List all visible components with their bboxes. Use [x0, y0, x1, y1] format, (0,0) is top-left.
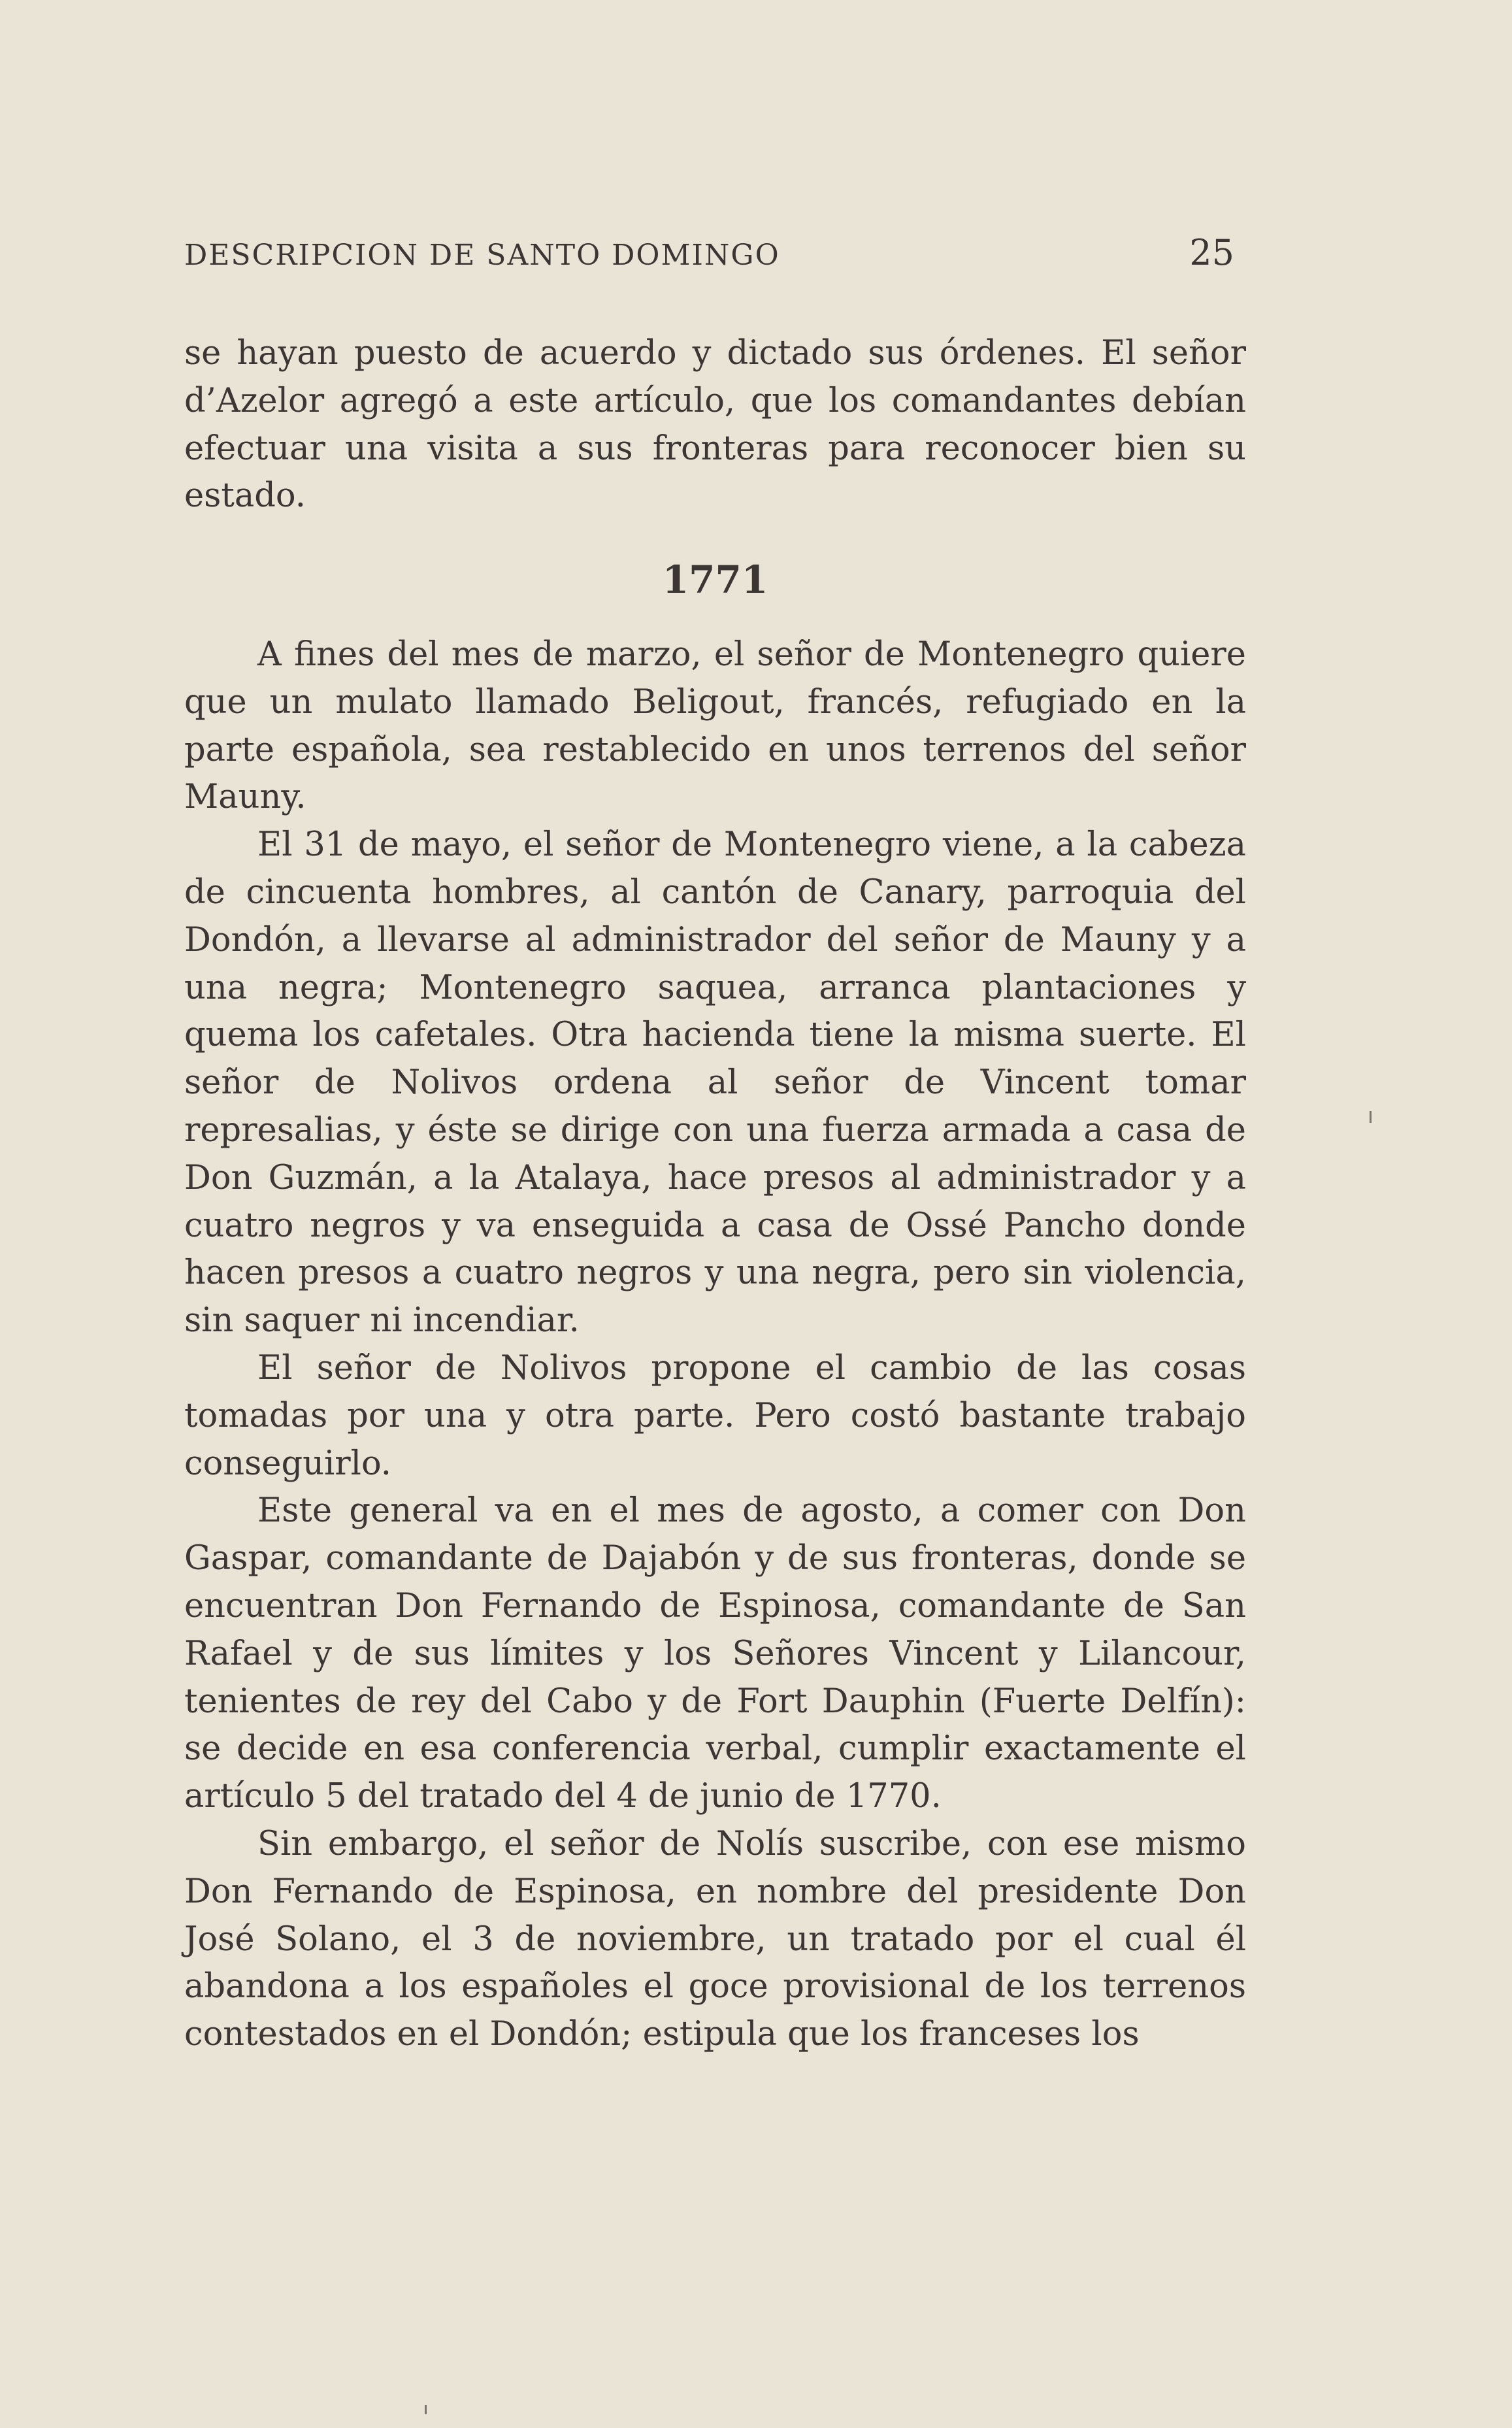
running-title: DESCRIPCION DE SANTO DOMINGO	[184, 239, 780, 272]
paragraph-1: se hayan puesto de acuerdo y dictado sus órdenes. El señor d’Azelor agregó a este artículo, que los comandantes debían efectuar una visita a sus fronteras para reconocer bien su estado.	[184, 334, 1246, 516]
paragraph-4: El señor de Nolivos propone el cambio de las cosas tomadas por una y otra parte. Pero costó bastante trabajo conseguirlo.	[184, 1348, 1246, 1483]
paragraph-2: A fines del mes de marzo, el señor de Montenegro quiere que un mulato llamado Beligout, francés, refugiado en la parte española, sea restablecido en unos terrenos del señor Mauny.	[184, 635, 1246, 817]
paragraph-5: Este general va en el mes de agosto, a comer con Don Gaspar, comandante de Dajabón y de sus fronteras, donde se encuentran Don Fernando de Espinosa, comandante de San Rafael y de sus límites y los Señores Vincent y Lilancour, tenientes de rey del Cabo y de Fort Dauphin (Fuerte Delfín): se decide en esa conferencia verbal, cumplir exactamente el artículo 5 del tratado del 4 de junio de 1770.	[184, 1491, 1246, 1816]
body-text	[184, 330, 1246, 2059]
paragraph-3: El 31 de mayo, el señor de Montenegro viene, a la cabeza de cincuenta hombres, al cantón de Canary, parroquia del Dondón, a llevarse al administrador del señor de Mauny y a una negra; Montenegro saquea, arranca plantaciones y quema los cafetales. Otra hacienda tiene la misma suerte. El señor de Nolivos ordena al señor de Vincent tomar represalias, y éste se dirige con una fuerza armada a casa de Don Guzmán, a la Atalaya, hace presos al administrador y a cuatro negros y va enseguida a casa de Ossé Pancho donde hacen presos a cuatro negros y una negra, pero sin violencia, sin saquer ni incendiar.	[184, 825, 1246, 1340]
page-number: 25	[1189, 232, 1234, 273]
page-header	[184, 232, 1234, 278]
margin-speck	[1370, 1111, 1372, 1123]
bottom-speck	[425, 2405, 427, 2414]
year-heading: 1771	[662, 557, 768, 603]
paragraph-6: Sin embargo, el señor de Nolís suscribe, con ese mismo Don Fernando de Espinosa, en nombre del presidente Don José Solano, el 3 de noviembre, un tratado por el cual él abandona a los españoles el goce provisional de los terrenos contestados en el Dondón; estipula que los franceses los	[184, 1824, 1246, 2054]
